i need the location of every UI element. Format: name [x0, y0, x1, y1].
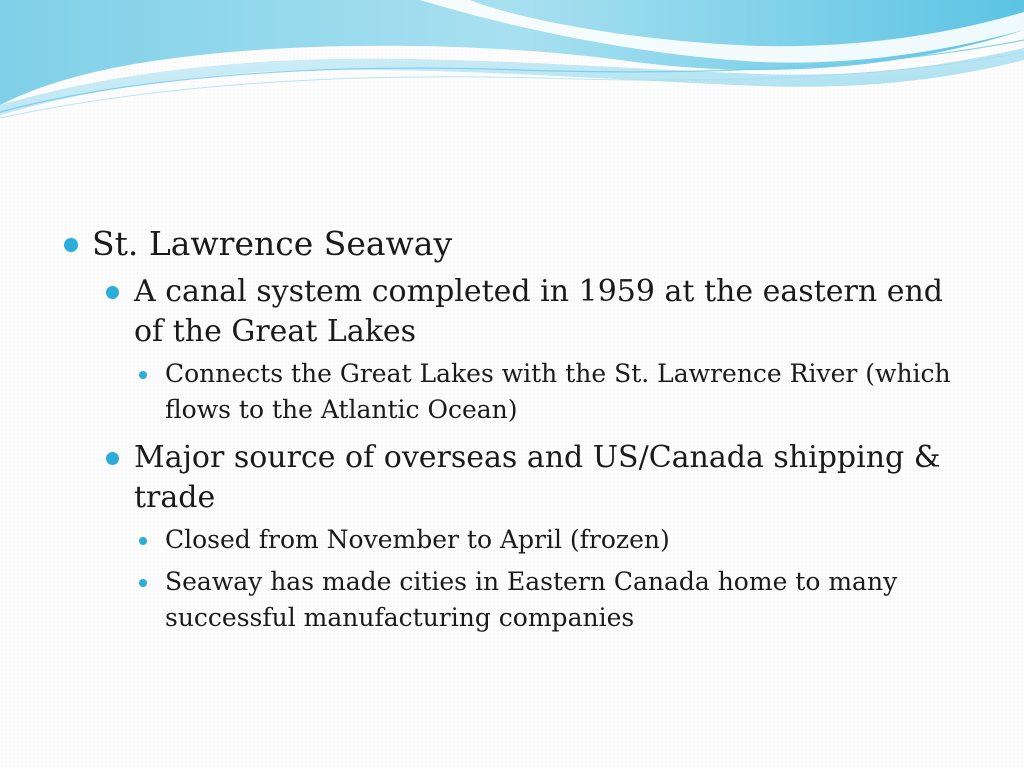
bullet-item-level1	[62, 222, 962, 266]
bullet-item-level3	[165, 522, 962, 558]
bullet-item-level2	[134, 438, 962, 518]
header-wave-decoration	[0, 0, 1024, 130]
bullet-item-level2	[134, 272, 962, 352]
bullet-item-level3	[165, 356, 962, 428]
bullet-dot-icon	[139, 579, 147, 587]
bullet-text: St. Lawrence Seaway	[92, 224, 453, 263]
bullet-item-level3	[165, 564, 962, 636]
bullet-dot-icon	[106, 286, 119, 299]
bullet-dot-icon	[64, 238, 78, 252]
bullet-dot-icon	[139, 371, 147, 379]
bullet-dot-icon	[106, 452, 119, 465]
bullet-text: A canal system completed in 1959 at the eastern end of the Great Lakes	[134, 274, 943, 349]
bullet-text: Connects the Great Lakes with the St. Lawrence River (which flows to the Atlantic Ocean)	[165, 359, 951, 424]
bullet-dot-icon	[139, 537, 147, 545]
bullet-text: Closed from November to April (frozen)	[165, 525, 670, 554]
bullet-text: Seaway has made cities in Eastern Canada home to many successful manufacturing companies	[165, 567, 898, 632]
bullet-list	[62, 222, 962, 636]
bullet-text: Major source of overseas and US/Canada shipping & trade	[134, 440, 941, 515]
